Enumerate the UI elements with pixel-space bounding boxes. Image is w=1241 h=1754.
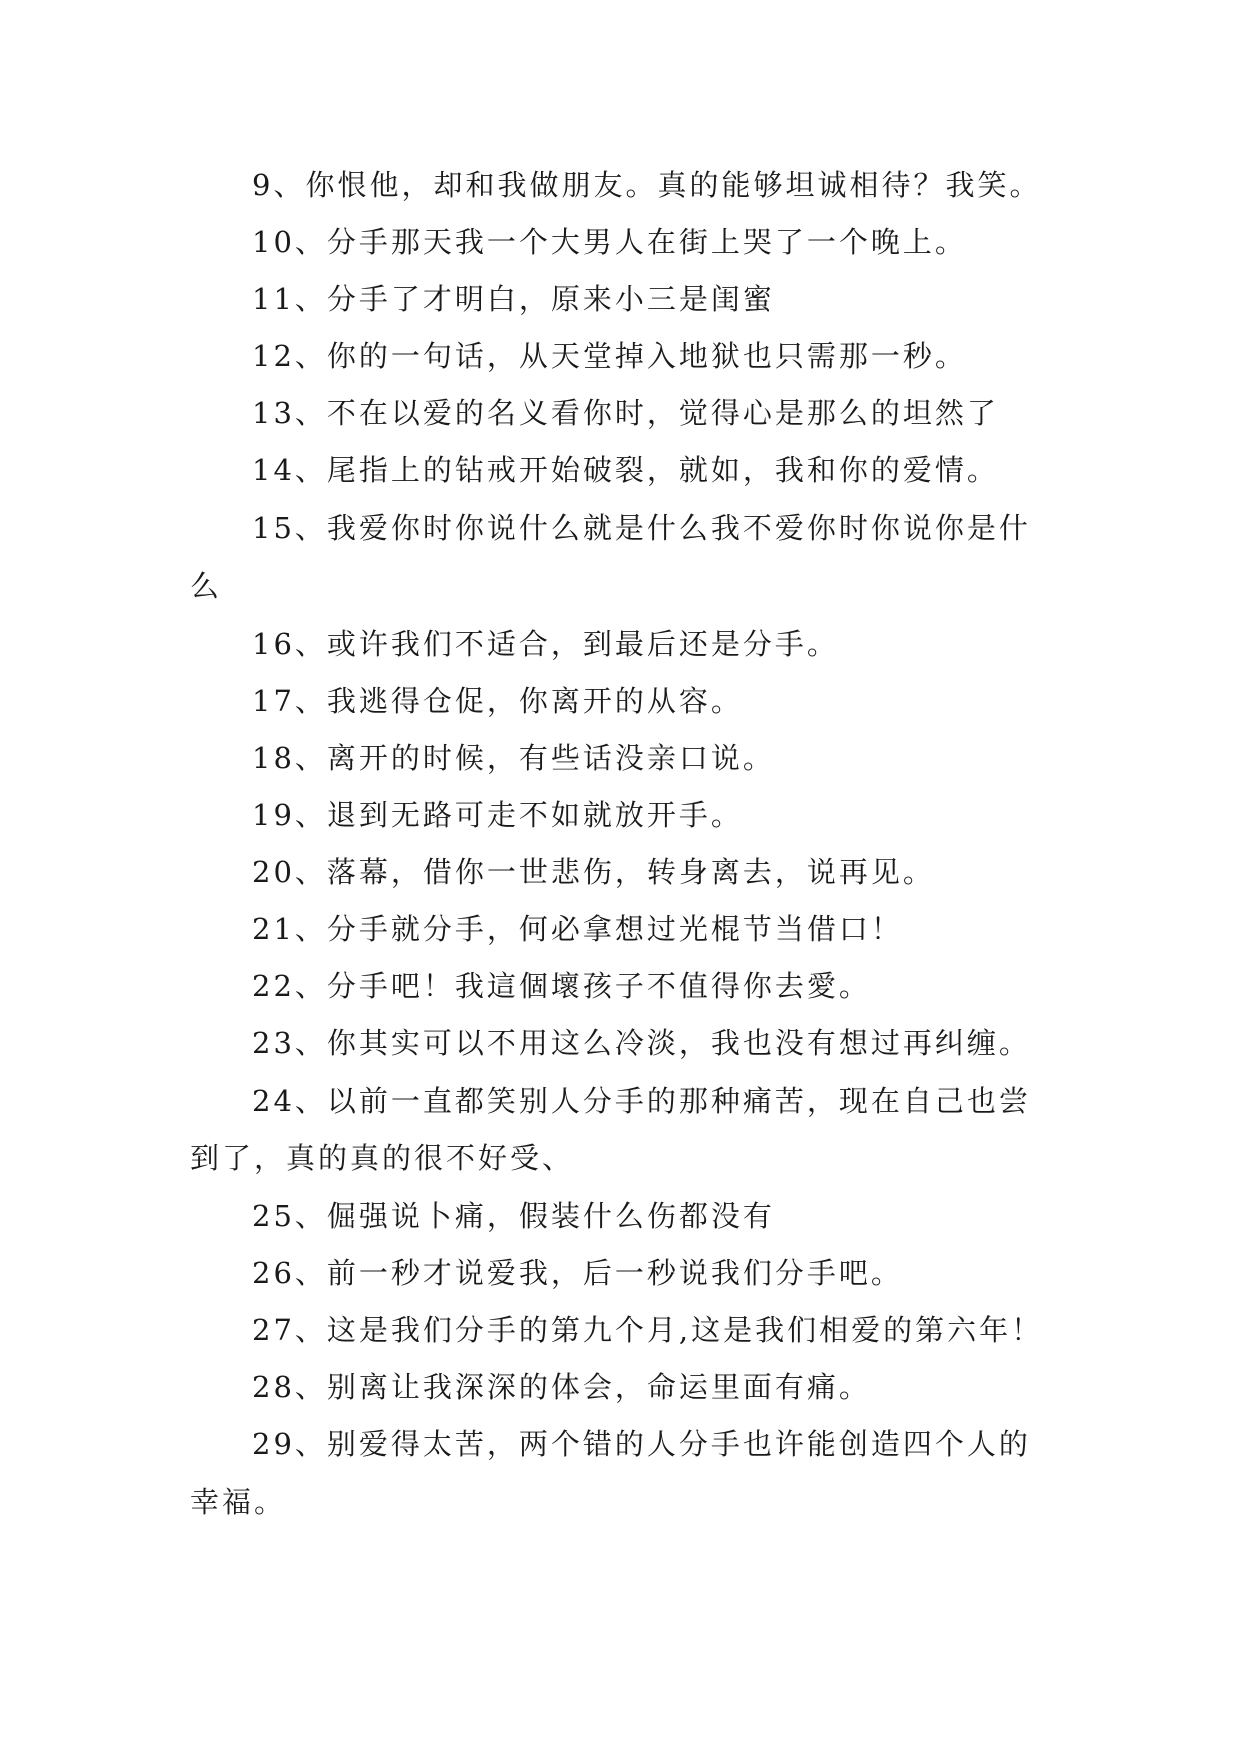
list-item: 29、别爱得太苦，两个错的人分手也许能创造四个人的 bbox=[252, 1427, 1031, 1461]
list-item: 14、尾指上的钻戒开始破裂，就如，我和你的爱情。 bbox=[252, 453, 999, 487]
list-item-continuation: 么 bbox=[190, 569, 223, 603]
list-item: 15、我爱你时你说什么就是什么我不爱你时你说你是什 bbox=[252, 511, 1031, 545]
list-item-continuation: 幸福。 bbox=[190, 1485, 287, 1519]
list-item: 10、分手那天我一个大男人在街上哭了一个晚上。 bbox=[252, 225, 967, 259]
list-item: 13、不在以爱的名义看你时，觉得心是那么的坦然了 bbox=[252, 396, 999, 430]
list-item: 20、落幕，借你一世悲伤，转身离去，说再见。 bbox=[252, 855, 935, 889]
list-item: 18、离开的时候，有些话没亲口说。 bbox=[252, 741, 775, 775]
list-item: 19、退到无路可走不如就放开手。 bbox=[252, 798, 743, 832]
list-item: 11、分手了才明白，原来小三是闺蜜 bbox=[252, 282, 775, 316]
list-item: 25、倔强说卜痛，假装什么伤都没有 bbox=[252, 1199, 775, 1233]
list-item: 22、分手吧！我這個壞孩子不值得你去愛。 bbox=[252, 969, 871, 1003]
list-item: 16、或许我们不适合，到最后还是分手。 bbox=[252, 627, 839, 661]
list-item: 27、这是我们分手的第九个月,这是我们相爱的第六年！ bbox=[252, 1313, 1044, 1347]
list-item: 9、你恨他，却和我做朋友。真的能够坦诚相待？我笑。 bbox=[252, 168, 1042, 202]
list-item: 24、以前一直都笑别人分手的那种痛苦，现在自己也尝 bbox=[252, 1084, 1031, 1118]
list-item: 21、分手就分手，何必拿想过光棍节当借口！ bbox=[252, 912, 903, 946]
list-item: 26、前一秒才说爱我，后一秒说我们分手吧。 bbox=[252, 1256, 903, 1290]
list-item: 23、你其实可以不用这么冷淡，我也没有想过再纠缠。 bbox=[252, 1026, 1031, 1060]
list-item-continuation: 到了，真的真的很不好受、 bbox=[190, 1141, 575, 1175]
list-item: 17、我逃得仓促，你离开的从容。 bbox=[252, 684, 743, 718]
list-item: 28、别离让我深深的体会，命运里面有痛。 bbox=[252, 1370, 871, 1404]
list-item: 12、你的一句话，从天堂掉入地狱也只需那一秒。 bbox=[252, 339, 967, 373]
